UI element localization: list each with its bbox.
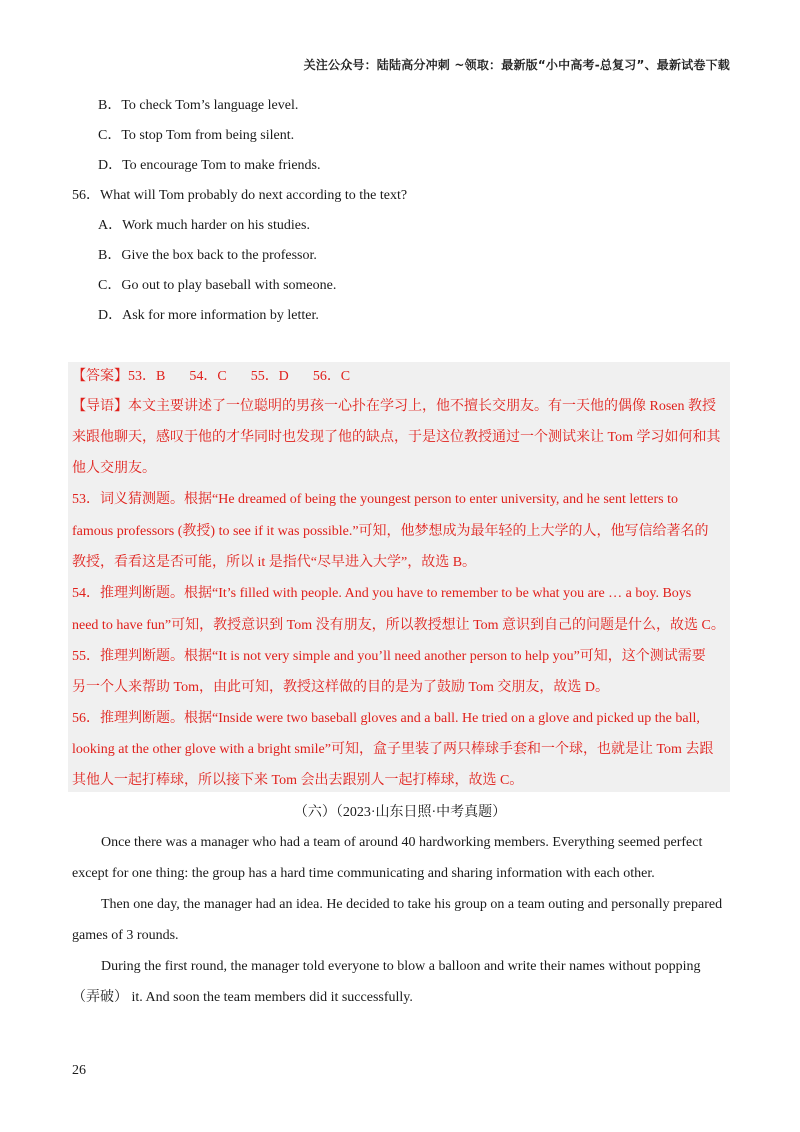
option-b-prev: B．To check Tom’s language level. [98, 98, 299, 113]
page-number: 26 [72, 1063, 86, 1078]
guide-line: 来跟他聊天，感叹于他的才华同时也发现了他的缺点，于是这位教授通过一个测试来让 Tom 学习如何和其 [72, 430, 721, 445]
passage-line: Once there was a manager who had a team of around 40 hardworking members. Everything seemed perfect [101, 835, 703, 850]
explanation-line: 54．推理判断题。根据“It’s filled with people. And you have to remember to be what you are … a boy. Boys [72, 586, 692, 601]
explanation-line: 其他人一起打棒球，所以接下来 Tom 会出去跟别人一起打棒球，故选 C。 [72, 773, 524, 788]
guide-line: 他人交朋友。 [72, 461, 156, 476]
section-title: （六）（2023·山东日照·中考真题） [293, 805, 507, 820]
answer-item: 56．C [312, 369, 351, 384]
passage-line: （弄破） it. And soon the team members did it successfully. [72, 990, 413, 1005]
q56-option-a: A．Work much harder on his studies. [98, 218, 310, 233]
q56-option-d: D．Ask for more information by letter. [98, 308, 319, 323]
explanation-line: 55．推理判断题。根据“It is not very simple and you’ll need another person to help you”可知，这个测试需要 [72, 649, 706, 664]
explanation-line: 另一个人来帮助 Tom，由此可知，教授这样做的目的是为了鼓励 Tom 交朋友，故选 D。 [72, 680, 610, 695]
explanation-line: 56．推理判断题。根据“Inside were two baseball gloves and a ball. He tried on a glove and picked up the ball, [72, 711, 700, 726]
passage-line: Then one day, the manager had an idea. He decided to take his group on a team outing and personally prepared [101, 897, 723, 912]
option-d-prev: D．To encourage Tom to make friends. [98, 158, 321, 173]
q56-option-b: B．Give the box back to the professor. [98, 248, 317, 263]
question-56-stem: 56．What will Tom probably do next according to the text? [72, 188, 408, 203]
passage-line: except for one thing: the group has a hard time communicating and sharing information with each other. [72, 866, 655, 881]
passage-line: games of 3 rounds. [72, 928, 179, 943]
answer-label: 【答案】 [72, 369, 128, 384]
explanation-line: looking at the other glove with a bright smile”可知，盒子里装了两只棒球手套和一个球，也就是让 Tom 去跟 [72, 742, 714, 757]
answer-key [72, 368, 350, 386]
page-header: 关注公众号：陆陆高分冲刺 ~领取：最新版“小中高考-总复习”、最新试卷下载 [303, 58, 730, 72]
guide-line: 【导语】本文主要讲述了一位聪明的男孩一心扑在学习上，他不擅长交朋友。有一天他的偶像 Rosen 教授 [72, 399, 716, 414]
answer-item: 55．D [250, 369, 289, 384]
explanation-line: famous professors (教授) to see if it was possible.”可知，他梦想成为最年轻的上大学的人，他写信给著名的 [72, 524, 709, 539]
q56-option-c: C．Go out to play baseball with someone. [98, 278, 337, 293]
option-c-prev: C．To stop Tom from being silent. [98, 128, 295, 143]
explanation-line: need to have fun”可知，教授意识到 Tom 没有朋友，所以教授想让 Tom 意识到自己的问题是什么，故选 C。 [72, 618, 725, 633]
explanation-line: 教授，看看这是否可能，所以 it 是指代“尽早进入大学”，故选 B。 [72, 555, 477, 570]
passage-line: During the first round, the manager told everyone to blow a balloon and write their names without popping [101, 959, 701, 974]
answer-item: 54．C [189, 369, 227, 384]
answer-item: 53．B [128, 369, 166, 384]
explanation-line: 53．词义猜测题。根据“He dreamed of being the youngest person to enter university, and he sent letters to [72, 492, 679, 507]
